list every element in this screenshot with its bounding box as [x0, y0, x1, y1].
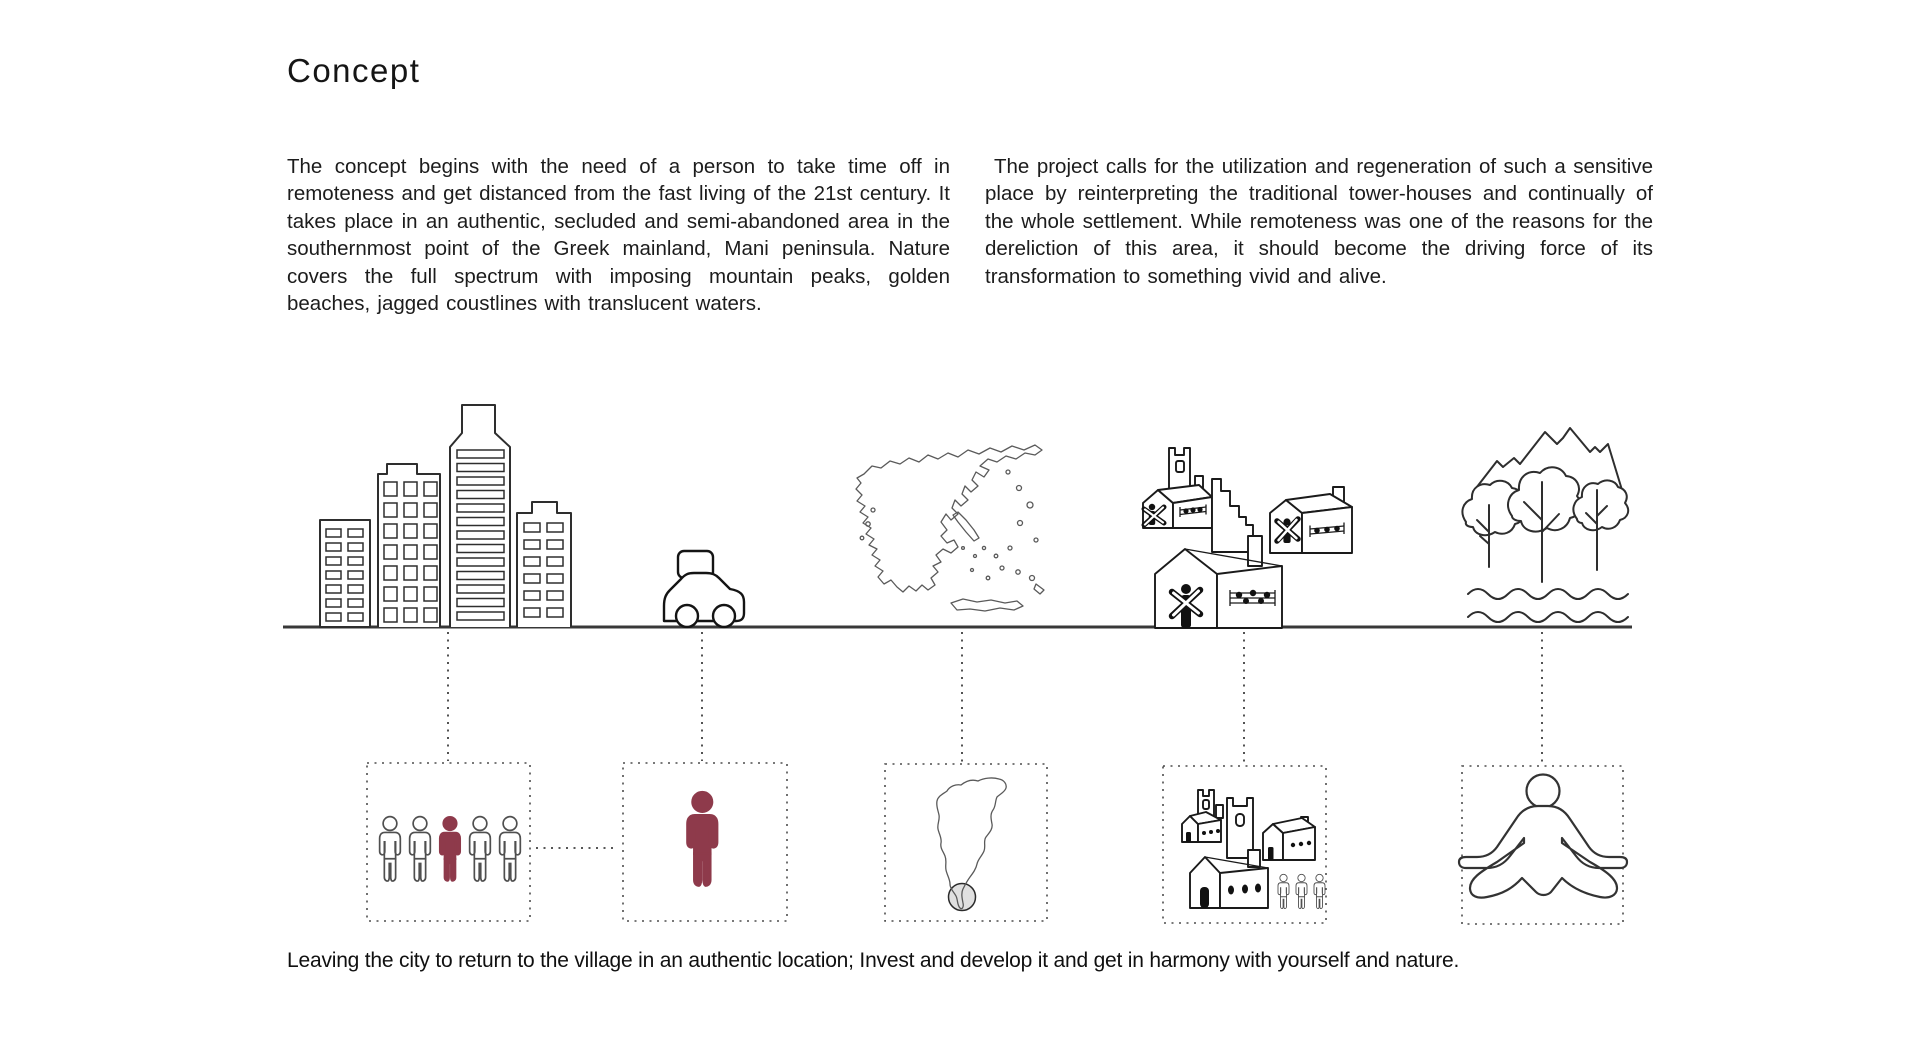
abandoned-village-icon — [1143, 448, 1352, 628]
page-title: Concept — [287, 52, 421, 89]
nature-icon — [1462, 428, 1628, 622]
step-boxes — [367, 763, 1623, 924]
greece-map-icon — [856, 445, 1044, 611]
crowd-icon — [380, 817, 521, 881]
sea-waves-icon — [1468, 589, 1628, 622]
restored-village-icon — [1182, 790, 1325, 909]
car-icon — [664, 551, 744, 627]
diagram-caption: Leaving the city to return to the village in an authentic location; Invest and develop it and get in harmony with yourself and nature. — [287, 949, 1460, 972]
highlighted-person-icon — [440, 817, 461, 881]
intro-paragraph-left: The concept begins with the need of a person to take time off in remoteness and get distanced from the fast living of the 21st century. It takes place in an authentic, secluded and semi-abandoned area in the southernmost point of the Greek mainland, Mani peninsula. Nature covers the full spectrum with imposing mountain peaks, golden beaches, jagged coustlines with translucent waters. — [287, 155, 950, 316]
dotted-connectors — [448, 632, 1542, 848]
single-person-icon — [687, 792, 717, 886]
meditating-person-icon — [1459, 775, 1627, 898]
city-skyline-icon — [320, 405, 571, 627]
mani-map-icon — [937, 778, 1006, 911]
intro-paragraph-right: The project calls for the utilization and regeneration of such a sensitive place by reinterpreting the traditional tower-houses and continually of the whole settlement. While remoteness was one of the reasons for the dereliction of this area, it should become the driving force of its transformation to something vivid and alive. — [985, 155, 1653, 288]
